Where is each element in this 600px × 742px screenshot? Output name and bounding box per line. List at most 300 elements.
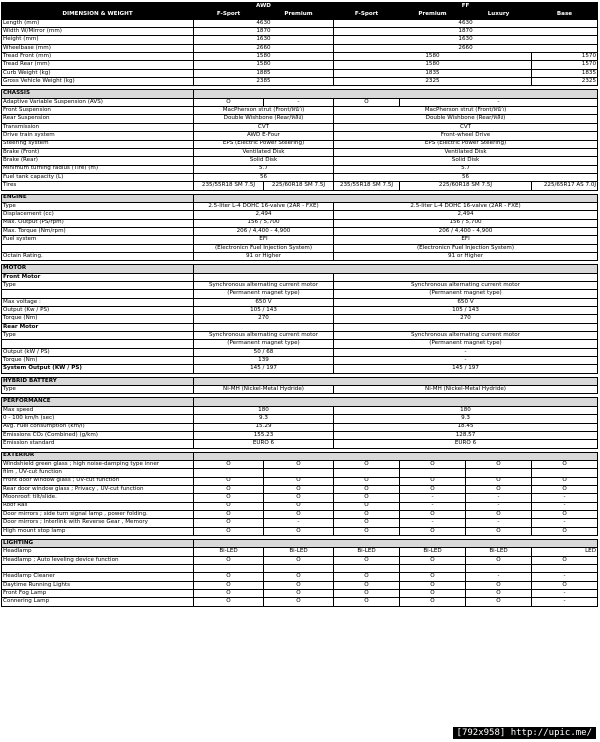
spec-value: O <box>466 556 532 564</box>
spec-row <box>2 211 598 219</box>
spec-label: Type <box>2 202 194 210</box>
spec-value: O <box>334 590 400 598</box>
spec-value <box>194 377 598 385</box>
spec-value: Bi-LED <box>264 548 334 556</box>
spec-value: O <box>264 556 334 564</box>
spec-value: 18.45 <box>334 423 598 431</box>
spec-row <box>2 548 598 556</box>
spec-table-body <box>2 3 598 607</box>
spec-value: 2,494 <box>194 211 334 219</box>
spec-label: Rear Suspension <box>2 115 194 123</box>
spec-value: CVT <box>334 123 598 131</box>
spec-row <box>2 494 598 502</box>
spec-value <box>532 565 598 573</box>
spec-value: O <box>334 598 400 606</box>
spec-value: 1630 <box>194 36 334 44</box>
spec-value: - <box>400 98 598 106</box>
spec-value: 1870 <box>194 28 334 36</box>
spec-value: 139 <box>194 357 334 365</box>
spec-value: 225/60R18 SM 7.5J <box>264 182 334 190</box>
spec-value: Luxury <box>466 11 532 19</box>
spec-value: O <box>334 502 400 510</box>
spec-row <box>2 406 598 414</box>
spec-value <box>194 273 334 281</box>
spec-value: O <box>194 581 264 589</box>
spec-row <box>2 273 598 281</box>
spec-value: 1580 <box>334 61 532 69</box>
spec-label: Rear door window glass ; Privacy , UV-cut function <box>2 485 194 493</box>
spec-label: Type <box>2 332 194 340</box>
spec-value: 1885 <box>194 69 334 77</box>
spec-value <box>334 323 598 331</box>
spec-value: O <box>334 527 400 535</box>
spec-value <box>264 469 334 477</box>
spec-row <box>2 252 598 260</box>
spec-label: Door mirrors ; Interlink with Reverse Gear , Memory <box>2 519 194 527</box>
spec-value: 1580 <box>194 61 334 69</box>
spec-label: Front Motor <box>2 273 194 281</box>
spec-label: 0 - 100 km/h (sec) <box>2 415 194 423</box>
spec-value: O <box>400 598 466 606</box>
spec-value: CVT <box>194 123 334 131</box>
spec-value: O <box>400 460 466 468</box>
spec-row <box>2 460 598 468</box>
spec-row <box>2 107 598 115</box>
spec-value: 650 V <box>334 298 598 306</box>
spec-row <box>2 386 598 394</box>
spec-label: Torque (Nm) <box>2 357 194 365</box>
spec-value <box>334 469 400 477</box>
spec-value: - <box>334 348 598 356</box>
spec-row <box>2 365 598 373</box>
spec-value: O <box>334 556 400 564</box>
spec-value: 1835 <box>334 69 532 77</box>
spec-value: Solid Disk <box>194 157 334 165</box>
spec-value: O <box>400 485 466 493</box>
spec-label: Minimum turning radius (Tire) (m) <box>2 165 194 173</box>
spec-value <box>400 565 466 573</box>
spec-value: FF <box>334 3 598 11</box>
spec-value: Front-wheel Drive <box>334 132 598 140</box>
spec-label: Type <box>2 282 194 290</box>
spec-value: O <box>334 494 400 502</box>
spec-value: 2325 <box>334 78 532 86</box>
spec-label: Windshield green glass ; high noise-damping type inner <box>2 460 194 468</box>
spec-label: Displacement (cc) <box>2 211 194 219</box>
spec-label: Tires <box>2 182 194 190</box>
spec-label: film , UV-cut function <box>2 469 194 477</box>
spec-value: - <box>400 494 466 502</box>
spec-value: O <box>334 573 400 581</box>
spec-label: System Output (KW / PS) <box>2 365 194 373</box>
spec-value: O <box>400 581 466 589</box>
spec-value: O <box>194 556 264 564</box>
spec-value: - <box>532 573 598 581</box>
spec-value <box>400 469 466 477</box>
spec-value <box>194 452 598 460</box>
spec-value: 235/55R18 SM 7.5J <box>194 182 264 190</box>
spec-value: 1570 <box>532 53 598 61</box>
spec-value: O <box>466 581 532 589</box>
spec-value: O <box>194 510 264 518</box>
spec-value: 206 / 4,400 - 4,900 <box>334 227 598 235</box>
spec-row <box>2 165 598 173</box>
spec-value: 105 / 143 <box>194 307 334 315</box>
spec-value: O <box>194 485 264 493</box>
spec-row <box>2 132 598 140</box>
spec-value <box>334 565 400 573</box>
spec-label: Brake (Rear) <box>2 157 194 165</box>
spec-value: O <box>334 519 400 527</box>
spec-value: 9.3 <box>334 415 598 423</box>
spec-row <box>2 440 598 448</box>
spec-value: 225/65R17 AS 7.0J <box>532 182 598 190</box>
spec-value: 1870 <box>334 28 598 36</box>
spec-value: 2385 <box>194 78 334 86</box>
spec-value: MacPherson strut (Front/หน้า) <box>194 107 334 115</box>
spec-label: Max. Torque (Nm/rpm) <box>2 227 194 235</box>
spec-value: O <box>532 460 598 468</box>
spec-value: O <box>264 590 334 598</box>
spec-value: 2,494 <box>334 211 598 219</box>
spec-value <box>194 398 598 406</box>
spec-value: Synchronous alternating current motor <box>194 332 334 340</box>
spec-value: AWD <box>194 3 334 11</box>
spec-value: Bi-LED <box>400 548 466 556</box>
spec-value <box>466 565 532 573</box>
spec-label: EXTERIOR <box>2 452 194 460</box>
spec-value <box>194 323 334 331</box>
spec-value: 56 <box>194 173 334 181</box>
spec-label: Door mirrors ; side turn signal lamp , power folding. <box>2 510 194 518</box>
spec-value: O <box>334 581 400 589</box>
spec-value: Synchronous alternating current motor <box>334 282 598 290</box>
spec-label: MOTOR <box>2 265 194 273</box>
spec-row <box>2 227 598 235</box>
spec-value: O <box>400 527 466 535</box>
spec-value: 5.7 <box>194 165 334 173</box>
spec-value: 2.5-liter L-4 DOHC 16-valve (2AR - FXE) <box>194 202 334 210</box>
spec-value: O <box>400 510 466 518</box>
spec-label: Avg. Fuel consumption (km/l) <box>2 423 194 431</box>
spec-row <box>2 415 598 423</box>
spec-row <box>2 307 598 315</box>
section-header-row <box>2 90 598 98</box>
spec-value <box>194 194 598 202</box>
spec-label: Curb Weight (kg) <box>2 69 194 77</box>
spec-value: O <box>194 527 264 535</box>
section-header-row <box>2 265 598 273</box>
spec-value: (Permanent magnet type) <box>194 340 334 348</box>
spec-label: LIGHTING <box>2 539 194 547</box>
spec-value <box>264 565 334 573</box>
spec-value: 1580 <box>194 53 334 61</box>
spec-value: 1570 <box>532 61 598 69</box>
spec-value <box>532 469 598 477</box>
spec-value <box>466 469 532 477</box>
spec-row <box>2 44 598 52</box>
spec-row <box>2 348 598 356</box>
spec-row <box>2 357 598 365</box>
spec-value: Base <box>532 11 598 19</box>
spec-label: ENGINE <box>2 194 194 202</box>
spec-value: - <box>532 590 598 598</box>
spec-value: 145 / 197 <box>194 365 334 373</box>
spec-value: O <box>264 460 334 468</box>
spec-value: 235/55R18 SM 7.5J <box>334 182 400 190</box>
spec-value: 4630 <box>334 19 598 27</box>
spec-value: (Electronicn Fuel Injection System) <box>194 244 334 252</box>
spec-value: 1835 <box>532 69 598 77</box>
spec-label: Torque (Nm) <box>2 315 194 323</box>
spec-label: Length (mm) <box>2 19 194 27</box>
spec-value: 2660 <box>334 44 598 52</box>
spec-value: MacPherson strut (Front/หน้า) <box>334 107 598 115</box>
spec-label: Brake (Front) <box>2 148 194 156</box>
spec-value: O <box>466 460 532 468</box>
spec-value: O <box>532 510 598 518</box>
spec-label: Octain Rating. <box>2 252 194 260</box>
spec-value: O <box>532 485 598 493</box>
spec-label: Max speed <box>2 406 194 414</box>
spec-row <box>2 140 598 148</box>
spec-value: O <box>264 510 334 518</box>
spec-value: O <box>264 598 334 606</box>
spec-label: Front Fog Lamp <box>2 590 194 598</box>
spec-value: 128.57 <box>334 431 598 439</box>
spec-value: Bi-LED <box>466 548 532 556</box>
spec-label: Headlamp Cleaner <box>2 573 194 581</box>
spec-label: CHASSIS <box>2 90 194 98</box>
spec-value: 145 / 197 <box>334 365 598 373</box>
spec-value: (Permanent magnet type) <box>334 290 598 298</box>
spec-label <box>2 340 194 348</box>
spec-value: 91 or Higher <box>334 252 598 260</box>
spec-value: LED <box>532 548 598 556</box>
spec-row <box>2 19 598 27</box>
spec-value: O <box>532 477 598 485</box>
spec-label: Adaptive Variable Suspension (AVS) <box>2 98 194 106</box>
spec-value: Solid Disk <box>334 157 598 165</box>
spec-value: O <box>194 519 264 527</box>
spec-value: 50 / 68 <box>194 348 334 356</box>
spec-value: O <box>400 556 466 564</box>
spec-value: O <box>400 477 466 485</box>
spec-value: Double Wishbone (Rear/หลัง) <box>334 115 598 123</box>
spec-value: F-Sport <box>194 11 264 19</box>
spec-value: O <box>194 590 264 598</box>
spec-value: - <box>532 598 598 606</box>
spec-label: Type <box>2 386 194 394</box>
spec-value: 270 <box>194 315 334 323</box>
spec-row <box>2 53 598 61</box>
spec-value: O <box>466 590 532 598</box>
spec-value: 91 or Higher <box>194 252 334 260</box>
spec-row <box>2 485 598 493</box>
spec-value: O <box>264 494 334 502</box>
spec-row <box>2 61 598 69</box>
spec-value: O <box>264 527 334 535</box>
spec-value: 15.29 <box>194 423 334 431</box>
spec-row <box>2 78 598 86</box>
spec-value: O <box>466 527 532 535</box>
spec-value: EPS (Electric Power Steering) <box>194 140 334 148</box>
spec-label: Roof Rail <box>2 502 194 510</box>
spec-value: O <box>532 527 598 535</box>
spec-label: Headlamp ; Auto leveling device function <box>2 556 194 564</box>
spec-value: 206 / 4,400 - 4,900 <box>194 227 334 235</box>
spec-value: O <box>334 98 400 106</box>
spec-value: - <box>264 98 334 106</box>
spec-value: (Electronicn Fuel Injection System) <box>334 244 598 252</box>
spec-row <box>2 69 598 77</box>
spec-label: Headlamp <box>2 548 194 556</box>
spec-row <box>2 148 598 156</box>
spec-value: - <box>466 494 532 502</box>
spec-value: O <box>334 510 400 518</box>
spec-value: 180 <box>334 406 598 414</box>
spec-value: - <box>400 519 466 527</box>
spec-value: O <box>194 598 264 606</box>
section-header-row <box>2 377 598 385</box>
spec-value: 2.5-liter L-4 DOHC 16-valve (2AR - FXE) <box>334 202 598 210</box>
spec-value: O <box>334 485 400 493</box>
spec-row <box>2 202 598 210</box>
spec-value: - <box>466 502 532 510</box>
spec-row <box>2 173 598 181</box>
spec-value: 1580 <box>334 53 532 61</box>
spec-row <box>2 123 598 131</box>
spec-value: - <box>264 519 334 527</box>
section-header-row <box>2 398 598 406</box>
spec-label: Daytime Running Lights <box>2 581 194 589</box>
spec-label: Output (Kw / PS) <box>2 307 194 315</box>
spec-row <box>2 332 598 340</box>
spec-label: High mount stop lamp <box>2 527 194 535</box>
spec-label: Output (kW / PS) <box>2 348 194 356</box>
spec-value: (Permanent magnet type) <box>194 290 334 298</box>
spec-label: Width W/Mirror (mm) <box>2 28 194 36</box>
watermark: [792x958] http://upic.me/ <box>453 727 596 739</box>
spec-value: - <box>466 573 532 581</box>
spec-value: 180 <box>194 406 334 414</box>
spec-sheet <box>1 2 597 607</box>
spec-value: Synchronous alternating current motor <box>334 332 598 340</box>
spec-label: DIMENSION & WEIGHT <box>2 11 194 19</box>
spec-label: Steering system <box>2 140 194 148</box>
spec-value: EURO 6 <box>194 440 334 448</box>
spec-value: EPS (Electric Power Steering) <box>334 140 598 148</box>
spec-label: Tread Rear (mm) <box>2 61 194 69</box>
spec-row <box>2 502 598 510</box>
spec-label: Rear Motor <box>2 323 194 331</box>
spec-label: Transmission <box>2 123 194 131</box>
spec-row <box>2 573 598 581</box>
spec-row <box>2 282 598 290</box>
spec-value <box>194 469 264 477</box>
spec-row <box>2 115 598 123</box>
section-header-row <box>2 452 598 460</box>
spec-row <box>2 519 598 527</box>
spec-value: O <box>334 460 400 468</box>
spec-row <box>2 590 598 598</box>
spec-value: 2325 <box>532 78 598 86</box>
spec-label: Front Suspension <box>2 107 194 115</box>
spec-value: Ventilated Disk <box>334 148 598 156</box>
spec-label <box>2 565 194 573</box>
spec-value: O <box>194 502 264 510</box>
spec-row <box>2 527 598 535</box>
spec-value: F-Sport <box>334 11 400 19</box>
spec-row <box>2 510 598 518</box>
spec-value: Double Wishbone (Rear/หลัง) <box>194 115 334 123</box>
spec-value: - <box>334 357 598 365</box>
spec-label: Max voltage : <box>2 298 194 306</box>
spec-label: Wheelbase (mm) <box>2 44 194 52</box>
spec-value <box>194 90 598 98</box>
spec-label: Emission standard <box>2 440 194 448</box>
spec-row <box>2 556 598 564</box>
spec-value: O <box>264 581 334 589</box>
spec-label <box>2 290 194 298</box>
spec-value: 1630 <box>334 36 598 44</box>
spec-value: Bi-LED <box>194 548 264 556</box>
spec-value: O <box>194 477 264 485</box>
spec-value: 4630 <box>194 19 334 27</box>
spec-row <box>2 28 598 36</box>
spec-label: PERFORMANCE <box>2 398 194 406</box>
spec-value: 105 / 143 <box>334 307 598 315</box>
section-header-row <box>2 539 598 547</box>
spec-value: O <box>466 510 532 518</box>
spec-value: 270 <box>334 315 598 323</box>
spec-label <box>2 244 194 252</box>
spec-label: Front door window glass ; UV-cut function <box>2 477 194 485</box>
spec-row <box>2 323 598 331</box>
spec-label: Tread Front (mm) <box>2 53 194 61</box>
spec-row <box>2 315 598 323</box>
spec-row <box>2 469 598 477</box>
spec-value <box>334 273 598 281</box>
spec-row <box>2 598 598 606</box>
spec-value: 156 / 5,700 <box>334 219 598 227</box>
spec-value: O <box>532 581 598 589</box>
spec-label: Fuel tank capacity (L) <box>2 173 194 181</box>
spec-row <box>2 157 598 165</box>
spec-value: O <box>194 460 264 468</box>
spec-label: HYBRID BATTERY <box>2 377 194 385</box>
spec-value: O <box>264 502 334 510</box>
spec-row <box>2 423 598 431</box>
spec-value: AWD E-Four <box>194 132 334 140</box>
spec-row <box>2 98 598 106</box>
spec-label: Height (mm) <box>2 36 194 44</box>
spec-value: Synchronous alternating current motor <box>194 282 334 290</box>
spec-value: 9.3 <box>194 415 334 423</box>
spec-value: O <box>264 573 334 581</box>
spec-value: 156 / 5,700 <box>194 219 334 227</box>
spec-value: Ni-MH (Nickel-Metal Hydride) <box>334 386 598 394</box>
spec-value: Premium <box>264 11 334 19</box>
spec-row <box>2 298 598 306</box>
spec-value: 2660 <box>194 44 334 52</box>
spec-row <box>2 219 598 227</box>
spec-table <box>1 2 598 607</box>
spec-value <box>194 565 264 573</box>
spec-value: O <box>194 494 264 502</box>
spec-value: - <box>532 519 598 527</box>
spec-value: 155.23 <box>194 431 334 439</box>
